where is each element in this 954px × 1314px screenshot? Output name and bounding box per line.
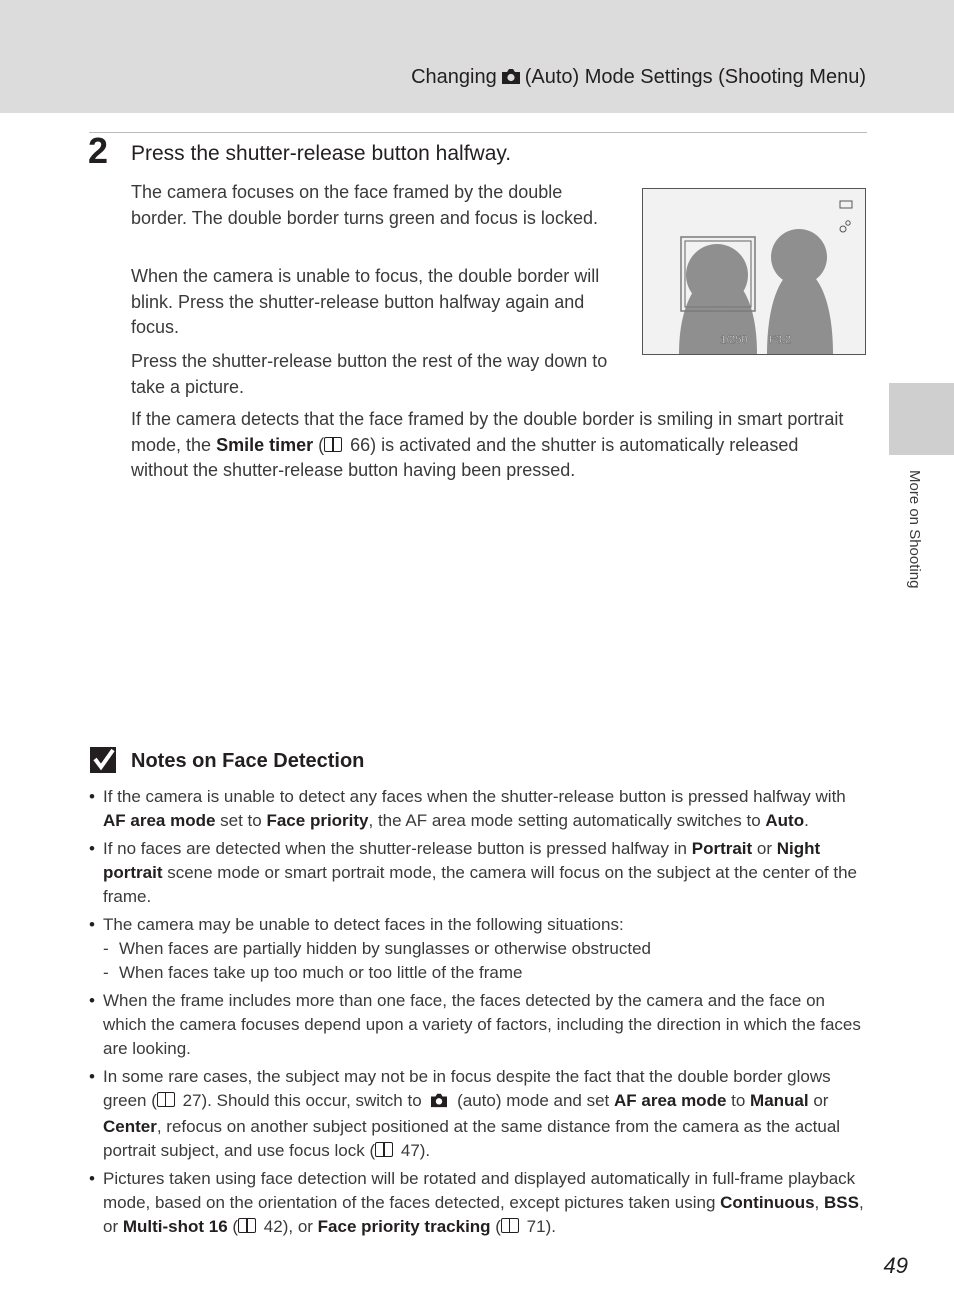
page-number: 49: [883, 1253, 908, 1278]
book-ref-icon: [501, 1218, 519, 1233]
header-band: [0, 0, 954, 113]
list-item: • If the camera is unable to detect any faces when the shutter-release button is pressed halfway with AF area mode set to Face priority, the AF area mode setting automatically switches to Auto.: [89, 785, 867, 833]
camera-icon: [430, 1091, 448, 1115]
step-paragraph-3: Press the shutter-release button the rest of the way down to take a picture.: [131, 351, 608, 397]
list-item: • In some rare cases, the subject may not be in focus despite the fact that the double border glows green ( 27). Should this occur, switch to (auto) mode and set AF area mode to Manual or Center, refocus on another subject positioned at the same distance from the camera as the actual portrait subject, and use focus lock ( 47).: [89, 1065, 867, 1163]
step-paragraph-4: If the camera detects that the face framed by the double border is smiling in smart portrait mode, the Smile timer ( 66) is activated and the shutter is automatically released without the shutter-release button having been pressed.: [131, 409, 844, 480]
camera-monitor-illustration: [642, 188, 866, 355]
list-item: • The camera may be unable to detect faces in the following situations: - When faces are partially hidden by sunglasses or otherwise obstructed - When faces take up too much or too little of the frame: [89, 913, 867, 985]
book-ref-icon: [238, 1218, 256, 1233]
checkmark-note-icon: [89, 746, 117, 774]
list-item: • If no faces are detected when the shutter-release button is pressed halfway in Portrait or Night portrait scene mode or smart portrait mode, the camera will focus on the subject at the center of the frame.: [89, 837, 867, 909]
sub-list-item: - When faces take up too much or too little of the frame: [103, 961, 867, 985]
list-item: • Pictures taken using face detection will be rotated and displayed automatically in full-frame playback mode, based on the orientation of the faces detected, except pictures taken using Continuous, BSS, or Multi-shot 16 ( 42), or Face priority tracking ( 71).: [89, 1167, 867, 1239]
section-divider: [89, 132, 867, 133]
section-tab: [889, 383, 954, 455]
step-title: Press the shutter-release button halfway.: [131, 142, 512, 165]
page-header-title: Changing (Auto) Mode Settings (Shooting Menu): [411, 66, 866, 91]
shutter-speed-readout: 1/250: [720, 334, 748, 346]
step-paragraph-1: The camera focuses on the face framed by the double border. The double border turns green and focus is locked.: [131, 182, 598, 228]
section-tab-label: More on Shooting: [906, 470, 923, 589]
book-ref-icon: [375, 1142, 393, 1157]
subject-head-left: [686, 244, 748, 306]
step-number: 2: [88, 130, 109, 171]
notes-list: [89, 785, 867, 1243]
book-ref-icon: [324, 437, 342, 452]
sub-list-item: - When faces are partially hidden by sunglasses or otherwise obstructed: [103, 937, 867, 961]
camera-icon: [501, 67, 521, 91]
subject-head-right: [771, 229, 827, 285]
notes-title: Notes on Face Detection: [131, 750, 365, 772]
aperture-readout: F3.2: [769, 334, 792, 346]
book-ref-icon: [157, 1092, 175, 1107]
list-item: • When the frame includes more than one face, the faces detected by the camera and the face on which the camera focuses depend upon a variety of factors, including the direction in which the faces are looking.: [89, 989, 867, 1061]
sub-list: [103, 937, 867, 985]
step-paragraph-2: When the camera is unable to focus, the double border will blink. Press the shutter-release button halfway again and focus.: [131, 266, 600, 337]
